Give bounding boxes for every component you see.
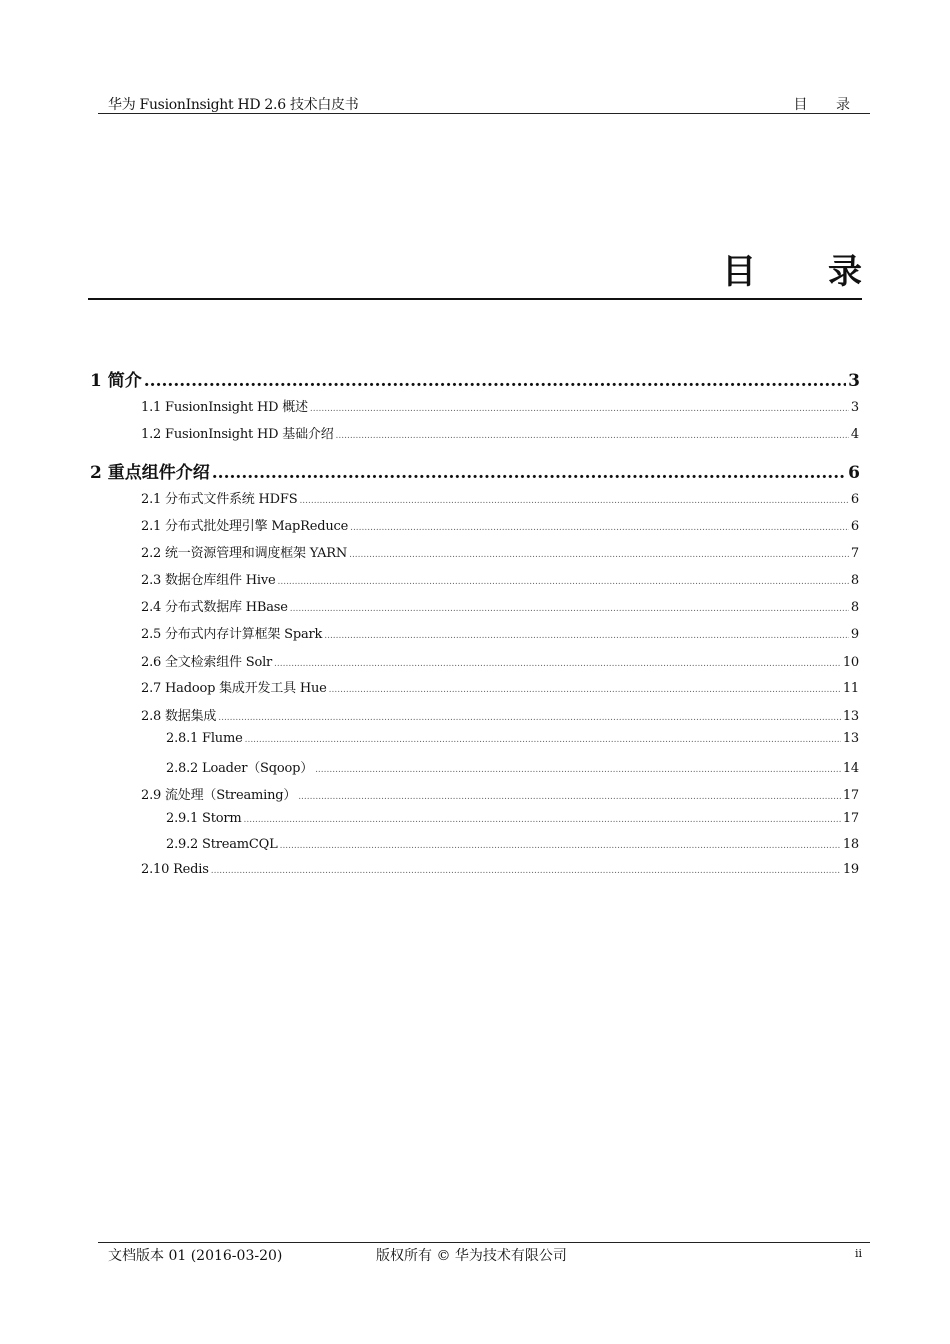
toc-section-entry[interactable] xyxy=(141,542,859,561)
toc-entry-title: 2.9 流处理（Streaming） xyxy=(141,788,297,803)
toc-entry-title: 2.1 分布式文件系统 HDFS xyxy=(141,492,298,507)
toc-section-entry[interactable] xyxy=(141,423,859,442)
toc-entry-page-number: 3 xyxy=(848,371,860,391)
header-document-title: 华为 FusionInsight HD 2.6 技术白皮书 xyxy=(108,97,359,113)
toc-entry-page-number: 17 xyxy=(842,811,859,826)
toc-dot-leader xyxy=(212,463,846,483)
toc-section-entry[interactable] xyxy=(141,651,859,670)
toc-dot-leader xyxy=(144,371,846,391)
toc-heading xyxy=(88,250,892,300)
toc-subsection-entry[interactable] xyxy=(166,837,859,852)
toc-entry-title: 2.8 数据集成 xyxy=(141,709,217,724)
toc-dot-leader xyxy=(211,866,841,876)
toc-dot-leader xyxy=(280,841,841,851)
header-section-name: 目 录 xyxy=(793,97,862,113)
toc-entry-page-number: 6 xyxy=(848,463,860,483)
toc-entry-page-number: 13 xyxy=(842,731,859,746)
toc-entry-page-number: 6 xyxy=(850,519,859,534)
toc-section-entry[interactable] xyxy=(141,515,859,534)
toc-entry-page-number: 17 xyxy=(842,788,859,803)
toc-entry-title: 2 重点组件介绍 xyxy=(90,463,210,483)
toc-entry-title: 1 简介 xyxy=(90,371,142,391)
page-footer xyxy=(98,1242,870,1269)
toc-dot-leader xyxy=(244,815,841,825)
toc-subsection-entry[interactable] xyxy=(166,811,859,826)
toc-entry-title: 2.8.1 Flume xyxy=(166,731,243,746)
toc-section-entry[interactable] xyxy=(141,488,859,507)
toc-entry-page-number: 19 xyxy=(842,862,859,877)
toc-entry-page-number: 14 xyxy=(842,761,859,776)
toc-section-entry[interactable] xyxy=(141,784,859,803)
toc-dot-leader xyxy=(299,496,848,506)
toc-section-entry[interactable] xyxy=(141,396,859,415)
toc-dot-leader xyxy=(350,523,849,533)
toc-entry-title: 1.1 FusionInsight HD 概述 xyxy=(141,400,308,415)
toc-entry-title: 2.1 分布式批处理引擎 MapReduce xyxy=(141,519,349,534)
toc-entry-title: 2.10 Redis xyxy=(141,862,209,877)
footer-page-number: ii xyxy=(854,1247,862,1260)
toc-dot-leader xyxy=(310,404,849,414)
toc-section-entry[interactable] xyxy=(141,677,859,696)
toc-dot-leader xyxy=(315,765,841,775)
toc-chapter-entry[interactable] xyxy=(90,366,860,391)
toc-entry-page-number: 7 xyxy=(850,546,859,561)
toc-heading-text: 目 录 xyxy=(722,252,892,292)
toc-entry-title: 1.2 FusionInsight HD 基础介绍 xyxy=(141,427,334,442)
toc-entry-title: 2.5 分布式内存计算框架 Spark xyxy=(141,627,323,642)
toc-dot-leader xyxy=(324,631,849,641)
toc-dot-leader xyxy=(274,659,841,669)
toc-entry-page-number: 13 xyxy=(842,709,859,724)
toc-dot-leader xyxy=(349,550,849,560)
toc-entry-title: 2.9.2 StreamCQL xyxy=(166,837,278,852)
toc-entry-title: 2.3 数据仓库组件 Hive xyxy=(141,573,276,588)
toc-section-entry[interactable] xyxy=(141,705,859,724)
toc-dot-leader xyxy=(218,713,841,723)
toc-dot-leader xyxy=(298,792,841,802)
toc-chapter-entry[interactable] xyxy=(90,458,860,483)
toc-dot-leader xyxy=(336,431,849,441)
footer-document-version: 文档版本 01 (2016-03-20) xyxy=(108,1248,283,1264)
toc-entry-page-number: 4 xyxy=(850,427,859,442)
toc-dot-leader xyxy=(290,604,849,614)
toc-entry-title: 2.6 全文检索组件 Solr xyxy=(141,655,273,670)
toc-entry-title: 2.9.1 Storm xyxy=(166,811,242,826)
toc-entry-title: 2.7 Hadoop 集成开发工具 Hue xyxy=(141,681,327,696)
toc-entry-page-number: 3 xyxy=(850,400,859,415)
toc-entry-page-number: 8 xyxy=(850,600,859,615)
toc-entry-page-number: 11 xyxy=(842,681,859,696)
toc-entry-page-number: 9 xyxy=(850,627,859,642)
footer-copyright: 版权所有 © 华为技术有限公司 xyxy=(376,1248,567,1264)
page-header xyxy=(98,92,870,114)
toc-dot-leader xyxy=(329,685,841,695)
toc-entry-title: 2.2 统一资源管理和调度框架 YARN xyxy=(141,546,348,561)
toc-entry-page-number: 8 xyxy=(850,573,859,588)
toc-entry-page-number: 6 xyxy=(850,492,859,507)
toc-dot-leader xyxy=(245,735,841,745)
toc-section-entry[interactable] xyxy=(141,862,859,877)
toc-section-entry[interactable] xyxy=(141,569,859,588)
toc-entry-page-number: 18 xyxy=(842,837,859,852)
toc-section-entry[interactable] xyxy=(141,623,859,642)
toc-dot-leader xyxy=(277,577,848,587)
toc-subsection-entry[interactable] xyxy=(166,757,859,776)
toc-section-entry[interactable] xyxy=(141,596,859,615)
toc-entry-title: 2.8.2 Loader（Sqoop） xyxy=(166,761,314,776)
toc-subsection-entry[interactable] xyxy=(166,731,859,746)
toc-entry-page-number: 10 xyxy=(842,655,859,670)
toc-entry-title: 2.4 分布式数据库 HBase xyxy=(141,600,288,615)
